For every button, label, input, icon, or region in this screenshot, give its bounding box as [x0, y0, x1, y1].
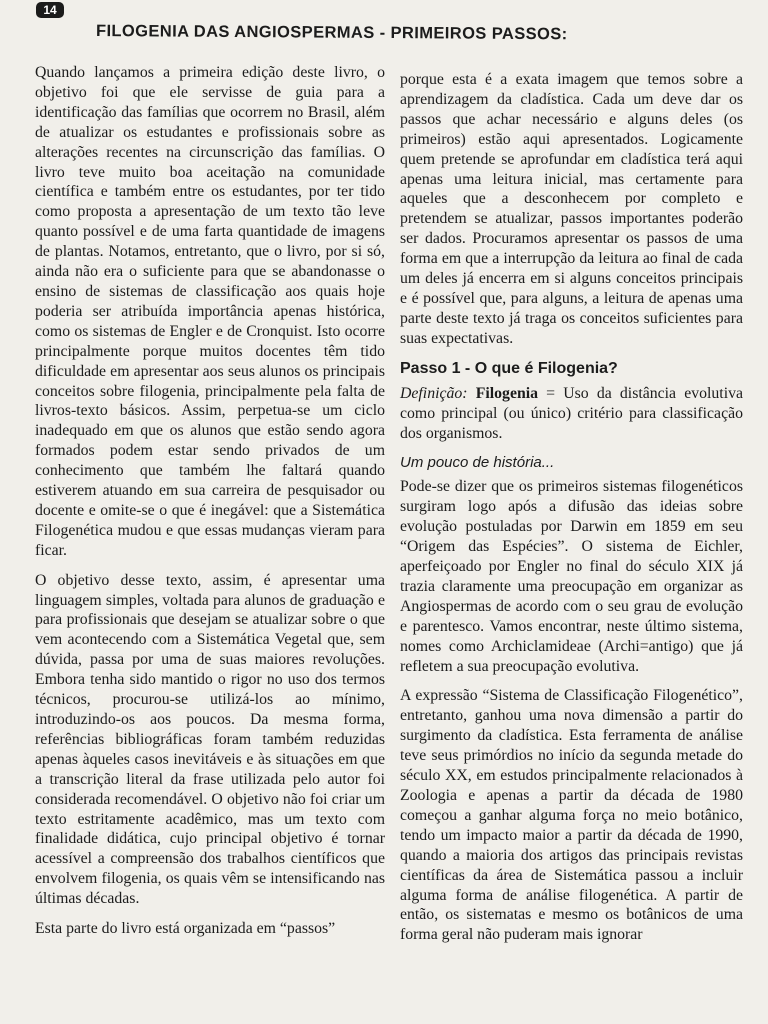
definition-label: Definição:	[400, 384, 468, 402]
paragraph: Pode-se dizer que os primeiros sistemas filogenéticos surgiram logo após a difusão das ideias sobre evolução postuladas por Darwin em 1859 em seu “Origem das Espécies”. O sistema de Eichler, aperfeiçoado por Engler no final do século XIX já trazia claramente uma preocupação em organizar as Angiospermas de acordo com o seu grau de evolução e parentesco. Vamos encontrar, neste último sistema, nomes como Archiclamideae (Archi=antigo) que já refletem a sua preocupação evolutiva.	[400, 478, 743, 675]
paragraph: O objetivo desse texto, assim, é apresentar uma linguagem simples, voltada para alunos de graduação e para profissionais que desejam se atualizar sobre o que vem acontecendo com a Sistemática Vegetal que, sem dúvida, passa por uma de suas maiores revoluções. Embora tenha sido mantido o rigor no uso dos termos técnicos, procurou-se utilizá-los ao mínimo, introduzindo-os aos poucos. Da mesma forma, referências bibliográficas foram também reduzidas apenas àqueles casos inevitáveis e às situações em que a transcrição literal da frase utilizada pelo autor foi considerada recomendável. O objetivo não foi criar um texto estritamente acadêmico, mas um texto com finalidade didática, cujo principal objetivo é tornar acessível a compreensão dos trabalhos científicos que envolvem filogenia, os quais vêm se intensificando nas últimas décadas.	[35, 571, 385, 908]
page-number-badge: 14	[36, 2, 64, 18]
paragraph: Quando lançamos a primeira edição deste livro, o objetivo foi que ele servisse de guia para a identificação das famílias que ocorrem no Brasil, além de atualizar os estudantes e profissionais sobre as alterações recentes na circunscrição das famílias. O livro teve muito boa aceitação na comunidade científica e também entre os estudantes, por ter tido como proposta a apresentação de um texto tão leve quanto possível e de uma farta quantidade de imagens de plantas. Notamos, entretanto, que o livro, por si só, ainda não era o suficiente para que se abandonasse o ensino de sistemas de classificação aos quais hoje poderia ser atribuída importância apenas histórica, como os sistemas de Engler e de Cronquist. Isto ocorre principalmente porque muitos docentes têm tido dificuldade em apresentar aos seus alunos os principais conceitos sobre filogenia, principalmente pela falta de livros-texto básicos. Assim, perpetua-se um ciclo inadequado em que os alunos que estão sendo agora formados podem estar sendo privados de um conhecimento que também lhe faltará quando estiverem atuando em sua carreira de pesquisador ou docente e omite-se o que é inegável: que a Sistemática Filogenética mudou e que essas mudanças vieram para ficar.	[35, 64, 385, 559]
subsection-heading: Um pouco de história...	[400, 454, 555, 472]
left-column	[35, 63, 385, 949]
paragraph: Esta parte do livro está organizada em “passos”	[35, 920, 336, 938]
section-heading: Passo 1 - O que é Filogenia?	[400, 359, 618, 377]
page-title: FILOGENIA DAS ANGIOSPERMAS - PRIMEIROS PASSOS:	[95, 22, 568, 44]
definition-term: Filogenia	[475, 384, 539, 402]
paragraph: A expressão “Sistema de Classificação Filogenético”, entretanto, ganhou uma nova dimensão a partir do surgimento da cladística. Esta ferramenta de análise teve seus primórdios no início da segunda metade do século XX, em estudos principalmente relacionados à Zoologia e apenas a partir da década de 1980 começou a ganhar alguma força no meio botânico, tendo um impacto maior a partir da década de 1990, quando a maioria dos artigos das principais revistas científicas da área de Sistemática passou a incluir alguma forma de análise filogenética. A partir de então, os sistematas e mesmo os botânicos de uma forma geral não puderam mais ignorar	[400, 687, 743, 944]
right-column	[400, 70, 743, 955]
paragraph: porque esta é a exata imagem que temos sobre a aprendizagem da cladística. Cada um deve dar os passos que achar necessário e alguns deles (os primeiros) estão aqui apresentados. Logicamente quem pretende se aprofundar em cladística terá aqui apenas uma leitura inicial, mas certamente para aqueles que a desconhecem por completo e pretendem se atualizar, passos importantes poderão ser dados. Procuramos apresentar os passos de uma forma em que a interrupção da leitura ao final de cada um deles já encerra em si alguns conceitos principais e é possível que, para alguns, a leitura de apenas uma parte deste texto já traga os conceitos suficientes para suas expectativas.	[400, 71, 743, 347]
definition-text: = Uso da distância evolutiva como principal (ou único) critério para classificação dos organismos.	[400, 384, 743, 442]
definition	[400, 384, 743, 444]
